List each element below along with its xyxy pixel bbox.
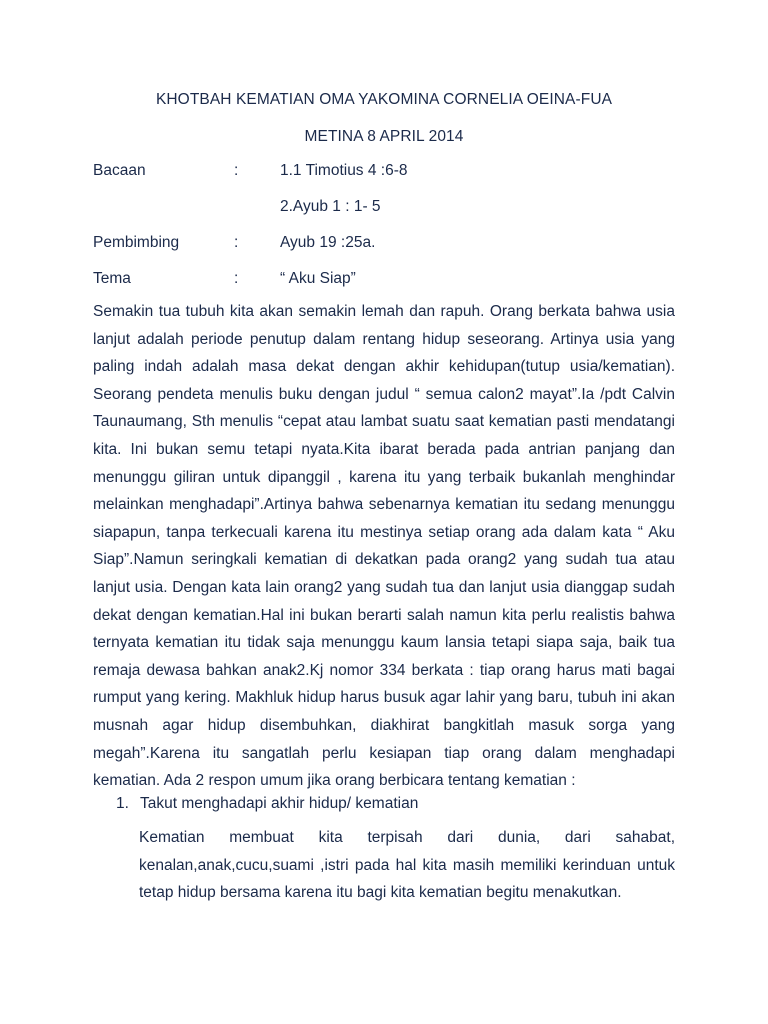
meta-value: Ayub 19 :25a. xyxy=(280,234,376,251)
meta-row-tema xyxy=(93,270,693,290)
meta-row-bacaan xyxy=(93,162,693,182)
meta-row-bacaan-2 xyxy=(93,198,693,218)
document-title: KHOTBAH KEMATIAN OMA YAKOMINA CORNELIA OEINA-FUA xyxy=(155,91,613,108)
meta-colon: : xyxy=(234,162,239,179)
meta-row-pembimbing xyxy=(93,234,693,254)
document-date: METINA 8 APRIL 2014 xyxy=(304,128,464,145)
list-heading: Takut menghadapi akhir hidup/ kematian xyxy=(140,795,419,812)
meta-value: 1.1 Timotius 4 :6-8 xyxy=(280,162,408,179)
meta-label: Tema xyxy=(93,270,131,287)
list-item-paragraph: Kematian membuat kita terpisah dari dunia, dari sahabat, kenalan,anak,cucu,suami ,istri pada hal kita masih memiliki kerinduan untuk tetap hidup bersama karena itu bagi kita kematian begitu menakutkan. xyxy=(139,829,675,902)
meta-colon: : xyxy=(234,270,239,287)
meta-colon: : xyxy=(234,234,239,251)
meta-label: Pembimbing xyxy=(93,234,180,251)
list-number: 1. xyxy=(116,795,129,812)
meta-label: Bacaan xyxy=(93,162,146,179)
body-paragraph: Semakin tua tubuh kita akan semakin lemah dan rapuh. Orang berkata bahwa usia lanjut adalah periode penutup dalam rentang hidup seseorang. Artinya usia yang paling indah adalah masa dekat dengan akhir kehidupan(tutup usia/kematian). Seorang pendeta menulis buku dengan judul “ semua calon2 mayat”.Ia /pdt Calvin Taunaumang, Sth menulis “cepat atau lambat suatu saat kematian pasti mendatangi kita. Ini bukan semu tetapi nyata.Kita ibarat berada pada antrian panjang dan menunggu giliran untuk dipanggil , karena itu yang terbaik bukanlah menghindar melainkan menghadapi”.Artinya bahwa sebenarnya kematian itu sedang menunggu siapapun, tanpa terkecuali karena itu mestinya setiap orang ada dalam kata “ Aku Siap”.Namun seringkali kematian di dekatkan pada orang2 yang sudah tua atau lanjut usia. Dengan kata lain orang2 yang sudah tua dan lanjut usia dianggap sudah dekat dengan kematian.Hal ini bukan berarti salah namun kita perlu realistis bahwa ternyata kematian itu tidak saja menunggu kaum lansia tetapi siapa saja, baik tua remaja dewasa bahkan anak2.Kj nomor 334 berkata : tiap orang harus mati bagai rumput yang kering. Makhluk hidup harus busuk agar lahir yang baru, tubuh ini akan musnah agar hidup disembuhkan, diakhirat bangkitlah masuk sorga yang megah”.Karena itu sangatlah perlu kesiapan tiap orang dalam menghadapi kematian. Ada 2 respon umum jika orang berbicara tentang kematian : xyxy=(93,303,675,790)
meta-value: 2.Ayub 1 : 1- 5 xyxy=(280,198,381,215)
meta-value: “ Aku Siap” xyxy=(280,270,356,287)
